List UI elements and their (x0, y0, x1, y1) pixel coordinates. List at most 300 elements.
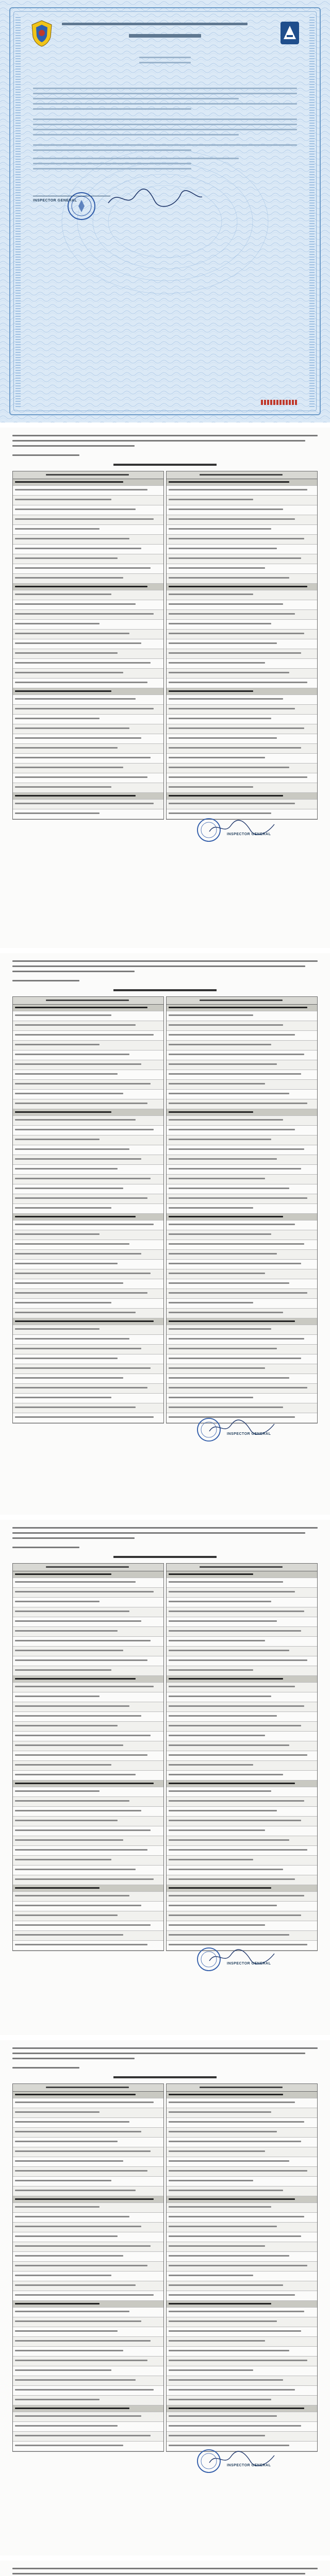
table-row (167, 800, 317, 809)
table-row (13, 2223, 163, 2232)
table-row (167, 2118, 317, 2128)
table-row (13, 505, 163, 515)
table-section-row (167, 1781, 317, 1787)
table-row (167, 715, 317, 724)
tests-column-right (166, 996, 318, 1423)
annex-intro-text (12, 960, 318, 985)
table-row (167, 1394, 317, 1403)
table-row (167, 1374, 317, 1384)
table-row (167, 2327, 317, 2337)
table-row (13, 1787, 163, 1797)
table-row (13, 1289, 163, 1299)
table-row (13, 2347, 163, 2357)
table-row (13, 1836, 163, 1846)
table-row (167, 1221, 317, 1230)
table-row (13, 1041, 163, 1050)
annex-title (113, 464, 217, 466)
table-row (13, 574, 163, 584)
table-row (167, 2386, 317, 2396)
table-row (13, 2138, 163, 2147)
table-row (13, 1136, 163, 1145)
table-row (13, 659, 163, 669)
annex-title (113, 2076, 217, 2078)
table-row (167, 1335, 317, 1345)
table-header (13, 471, 163, 479)
annex-title (113, 1556, 217, 1558)
table-row (13, 1126, 163, 1136)
table-section-row (13, 479, 163, 486)
table-row (167, 1011, 317, 1021)
tests-column-right (166, 2083, 318, 2452)
serial-number (261, 400, 297, 405)
table-row (167, 1289, 317, 1299)
table-row (167, 1155, 317, 1165)
table-row (13, 1269, 163, 1279)
table-row (167, 754, 317, 764)
annex-signatory-caption: INSPECTOR GENERAL (227, 1432, 271, 1436)
table-row (167, 734, 317, 744)
table-row (167, 1617, 317, 1627)
table-row (13, 1656, 163, 1666)
table-row (13, 1797, 163, 1807)
table-row (167, 1826, 317, 1836)
table-row (167, 620, 317, 630)
table-row (13, 2213, 163, 2223)
table-row (13, 1090, 163, 1099)
table-row (167, 1732, 317, 1741)
table-row (13, 2396, 163, 2405)
table-row (167, 2223, 317, 2232)
table-row (13, 2291, 163, 2301)
table-row (13, 2177, 163, 2187)
table-row (167, 2157, 317, 2167)
security-band-left (15, 15, 21, 407)
table-row (167, 744, 317, 754)
table-row (13, 1145, 163, 1155)
tests-table (12, 996, 318, 1423)
table-section-row (167, 1214, 317, 1221)
table-row (13, 1240, 163, 1250)
table-row (167, 1165, 317, 1175)
table-row (167, 600, 317, 610)
table-row (13, 1732, 163, 1741)
table-row (167, 1126, 317, 1136)
institution-logo-icon (279, 21, 300, 45)
table-row (167, 554, 317, 564)
table-section-row (13, 1885, 163, 1892)
table-row (167, 2366, 317, 2376)
table-row (167, 2147, 317, 2157)
table-row (13, 2128, 163, 2138)
table-section-row (13, 688, 163, 695)
table-section-row (167, 479, 317, 486)
table-section-row (13, 1318, 163, 1325)
table-row (13, 1080, 163, 1090)
table-row (13, 1413, 163, 1423)
table-row (13, 669, 163, 679)
document-number (139, 57, 191, 58)
table-row (13, 1230, 163, 1240)
table-row (13, 1761, 163, 1771)
table-row (167, 515, 317, 525)
table-row (13, 773, 163, 783)
table-row (13, 1902, 163, 1911)
table-row (167, 764, 317, 773)
table-row (13, 620, 163, 630)
tests-table (12, 1563, 318, 1951)
table-row (13, 1692, 163, 1702)
table-row (13, 1627, 163, 1637)
table-section-row (167, 1571, 317, 1578)
table-row (167, 1021, 317, 1031)
table-row (167, 1184, 317, 1194)
table-row (167, 2281, 317, 2291)
annex-signatory-caption: INSPECTOR GENERAL (227, 1962, 271, 1965)
table-row (13, 1325, 163, 1335)
table-row (167, 1836, 317, 1846)
table-row (13, 1175, 163, 1184)
table-row (13, 1250, 163, 1260)
table-row (167, 1683, 317, 1692)
table-row (167, 1279, 317, 1289)
table-row (167, 1807, 317, 1817)
table-row (167, 1921, 317, 1931)
table-row (167, 2213, 317, 2223)
table-row (167, 679, 317, 688)
table-row (13, 1741, 163, 1751)
table-section-row (13, 1676, 163, 1683)
table-row (13, 1116, 163, 1126)
table-row (13, 1050, 163, 1060)
table-row (13, 2262, 163, 2272)
tests-table (12, 2083, 318, 2452)
table-row (13, 1221, 163, 1230)
table-row (13, 695, 163, 705)
table-section-row (167, 2301, 317, 2308)
table-row (13, 1751, 163, 1761)
annex-signatory-caption: INSPECTOR GENERAL (227, 833, 271, 836)
table-row (13, 2242, 163, 2252)
table-row (167, 1384, 317, 1394)
table-row (167, 525, 317, 535)
table-row (167, 535, 317, 545)
annex-intro-text (12, 1527, 318, 1552)
table-row (13, 2317, 163, 2327)
table-row (167, 545, 317, 554)
table-row (167, 1099, 317, 1109)
table-row (13, 1617, 163, 1627)
table-row (13, 1941, 163, 1951)
table-row (13, 2327, 163, 2337)
table-row (167, 1761, 317, 1771)
table-section-row (167, 2196, 317, 2203)
table-section-row (167, 2405, 317, 2412)
table-row (13, 1031, 163, 1041)
table-section-row (167, 1005, 317, 1011)
table-section-row (13, 1005, 163, 1011)
table-row (167, 1875, 317, 1885)
table-row (13, 2157, 163, 2167)
table-row (167, 2138, 317, 2147)
table-row (167, 1712, 317, 1722)
table-row (167, 1722, 317, 1732)
annex-page (0, 1520, 330, 2035)
table-header (167, 2084, 317, 2092)
table-section-row (13, 1781, 163, 1787)
handwritten-signature (103, 185, 206, 211)
table-row (13, 1299, 163, 1309)
table-row (13, 600, 163, 610)
table-row (167, 486, 317, 496)
table-section-row (13, 793, 163, 800)
table-row (167, 2232, 317, 2242)
table-row (13, 1637, 163, 1647)
table-row (167, 1797, 317, 1807)
table-header (13, 1564, 163, 1571)
table-row (167, 1230, 317, 1240)
table-row (13, 564, 163, 574)
table-row (13, 2187, 163, 2196)
table-row (13, 2147, 163, 2157)
table-row (13, 2252, 163, 2262)
table-row (167, 1269, 317, 1279)
table-row (13, 545, 163, 554)
table-row (13, 525, 163, 535)
table-row (167, 1325, 317, 1335)
annex-page (0, 2040, 330, 2555)
table-row (167, 2252, 317, 2262)
table-row (167, 639, 317, 649)
table-row (13, 1204, 163, 1214)
table-row (167, 1136, 317, 1145)
table-row (13, 2366, 163, 2376)
table-row (167, 1060, 317, 1070)
table-row (167, 2262, 317, 2272)
table-row (167, 2376, 317, 2386)
table-row (13, 1384, 163, 1394)
table-row (167, 1751, 317, 1761)
table-row (13, 705, 163, 715)
table-row (13, 1403, 163, 1413)
table-row (13, 2386, 163, 2396)
table-row (167, 2396, 317, 2405)
table-row (13, 1155, 163, 1165)
table-row (13, 1394, 163, 1403)
table-row (13, 1011, 163, 1021)
table-row (167, 2337, 317, 2347)
table-section-row (167, 688, 317, 695)
certificate-inner-border (13, 11, 317, 411)
table-row (13, 1060, 163, 1070)
table-row (167, 630, 317, 639)
table-row (13, 1309, 163, 1318)
table-row (13, 2167, 163, 2177)
table-row (167, 1741, 317, 1751)
table-row (13, 610, 163, 620)
table-row (167, 2291, 317, 2301)
table-row (13, 554, 163, 564)
table-row (13, 1070, 163, 1080)
table-row (167, 2177, 317, 2187)
table-section-row (13, 2092, 163, 2098)
table-row (13, 1683, 163, 1692)
table-row (167, 2412, 317, 2422)
table-row (13, 2281, 163, 2291)
table-row (13, 734, 163, 744)
table-row (167, 1892, 317, 1902)
table-section-row (13, 1571, 163, 1578)
table-row (167, 1194, 317, 1204)
table-row (167, 1364, 317, 1374)
table-row (13, 496, 163, 505)
table-row (13, 535, 163, 545)
table-row (13, 1722, 163, 1732)
document-date (139, 62, 191, 63)
table-section-row (13, 2196, 163, 2203)
table-row (13, 2442, 163, 2451)
table-row (167, 1787, 317, 1797)
table-row (167, 669, 317, 679)
table-row (13, 1921, 163, 1931)
table-row (167, 1403, 317, 1413)
table-row (167, 2187, 317, 2196)
table-row (167, 1911, 317, 1921)
table-row (13, 715, 163, 724)
tests-column-right (166, 471, 318, 820)
table-section-row (167, 584, 317, 590)
table-row (13, 1578, 163, 1588)
table-row (13, 1846, 163, 1856)
table-row (167, 564, 317, 574)
table-row (13, 764, 163, 773)
table-row (167, 590, 317, 600)
table-row (13, 1345, 163, 1354)
table-row (13, 679, 163, 688)
table-row (167, 659, 317, 669)
table-header (167, 471, 317, 479)
table-row (167, 1817, 317, 1826)
table-row (167, 1856, 317, 1866)
table-row (167, 1588, 317, 1598)
table-row (13, 2308, 163, 2317)
table-section-row (167, 1676, 317, 1683)
table-row (167, 1354, 317, 1364)
table-section-row (167, 1885, 317, 1892)
authorization-certificate (0, 0, 330, 422)
table-row (13, 2337, 163, 2347)
table-row (167, 1041, 317, 1050)
table-row (13, 1184, 163, 1194)
table-header (13, 997, 163, 1005)
table-row (13, 1335, 163, 1345)
table-row (167, 1050, 317, 1060)
table-row (13, 1817, 163, 1826)
table-section-row (167, 2092, 317, 2098)
table-row (167, 1846, 317, 1856)
table-row (167, 1931, 317, 1941)
table-row (13, 2203, 163, 2213)
table-row (13, 1165, 163, 1175)
table-row (13, 1712, 163, 1722)
table-row (167, 2128, 317, 2138)
table-row (13, 1875, 163, 1885)
document-title (129, 34, 201, 38)
table-row (167, 1656, 317, 1666)
table-row (13, 1666, 163, 1676)
table-row (167, 1175, 317, 1184)
table-row (167, 2432, 317, 2442)
table-section-row (167, 1109, 317, 1116)
table-row (167, 1578, 317, 1588)
table-row (167, 1607, 317, 1617)
annex-signature-block (196, 2448, 222, 2477)
table-row (13, 1598, 163, 1607)
table-row (167, 1771, 317, 1781)
annex-page (0, 428, 330, 948)
table-row (13, 1866, 163, 1875)
table-row (13, 2376, 163, 2386)
table-row (13, 1911, 163, 1921)
table-row (167, 773, 317, 783)
table-row (13, 639, 163, 649)
table-row (167, 610, 317, 620)
table-row (13, 2108, 163, 2118)
annex-signature-block (196, 817, 222, 845)
table-row (13, 1892, 163, 1902)
table-row (167, 649, 317, 659)
table-row (167, 695, 317, 705)
table-row (13, 1856, 163, 1866)
table-row (167, 1145, 317, 1155)
table-row (13, 1607, 163, 1617)
table-header (13, 2084, 163, 2092)
table-row (167, 505, 317, 515)
table-row (13, 486, 163, 496)
table-section-row (167, 793, 317, 800)
table-row (13, 2422, 163, 2432)
table-row (167, 1309, 317, 1318)
table-row (167, 574, 317, 584)
table-row (13, 2232, 163, 2242)
table-row (13, 1647, 163, 1656)
annex-page (0, 2561, 330, 2576)
tests-column-left (12, 2083, 164, 2452)
table-row (167, 1299, 317, 1309)
table-section-row (13, 1109, 163, 1116)
table-row (13, 2118, 163, 2128)
table-row (167, 1598, 317, 1607)
table-row (167, 705, 317, 715)
table-row (167, 2272, 317, 2281)
table-row (167, 1666, 317, 1676)
table-row (167, 1637, 317, 1647)
table-row (167, 2357, 317, 2366)
tests-column-left (12, 1563, 164, 1951)
table-row (167, 1250, 317, 1260)
table-row (167, 1692, 317, 1702)
table-section-row (167, 1318, 317, 1325)
table-row (13, 649, 163, 659)
annex-signatory-caption: INSPECTOR GENERAL (227, 2464, 271, 2467)
signatory-caption: INSPECTOR GENERAL (33, 199, 77, 202)
table-row (13, 783, 163, 793)
table-row (167, 1116, 317, 1126)
tests-column-right (166, 1563, 318, 1951)
table-row (13, 1702, 163, 1712)
table-row (167, 1204, 317, 1214)
table-row (167, 1647, 317, 1656)
table-row (167, 1240, 317, 1250)
